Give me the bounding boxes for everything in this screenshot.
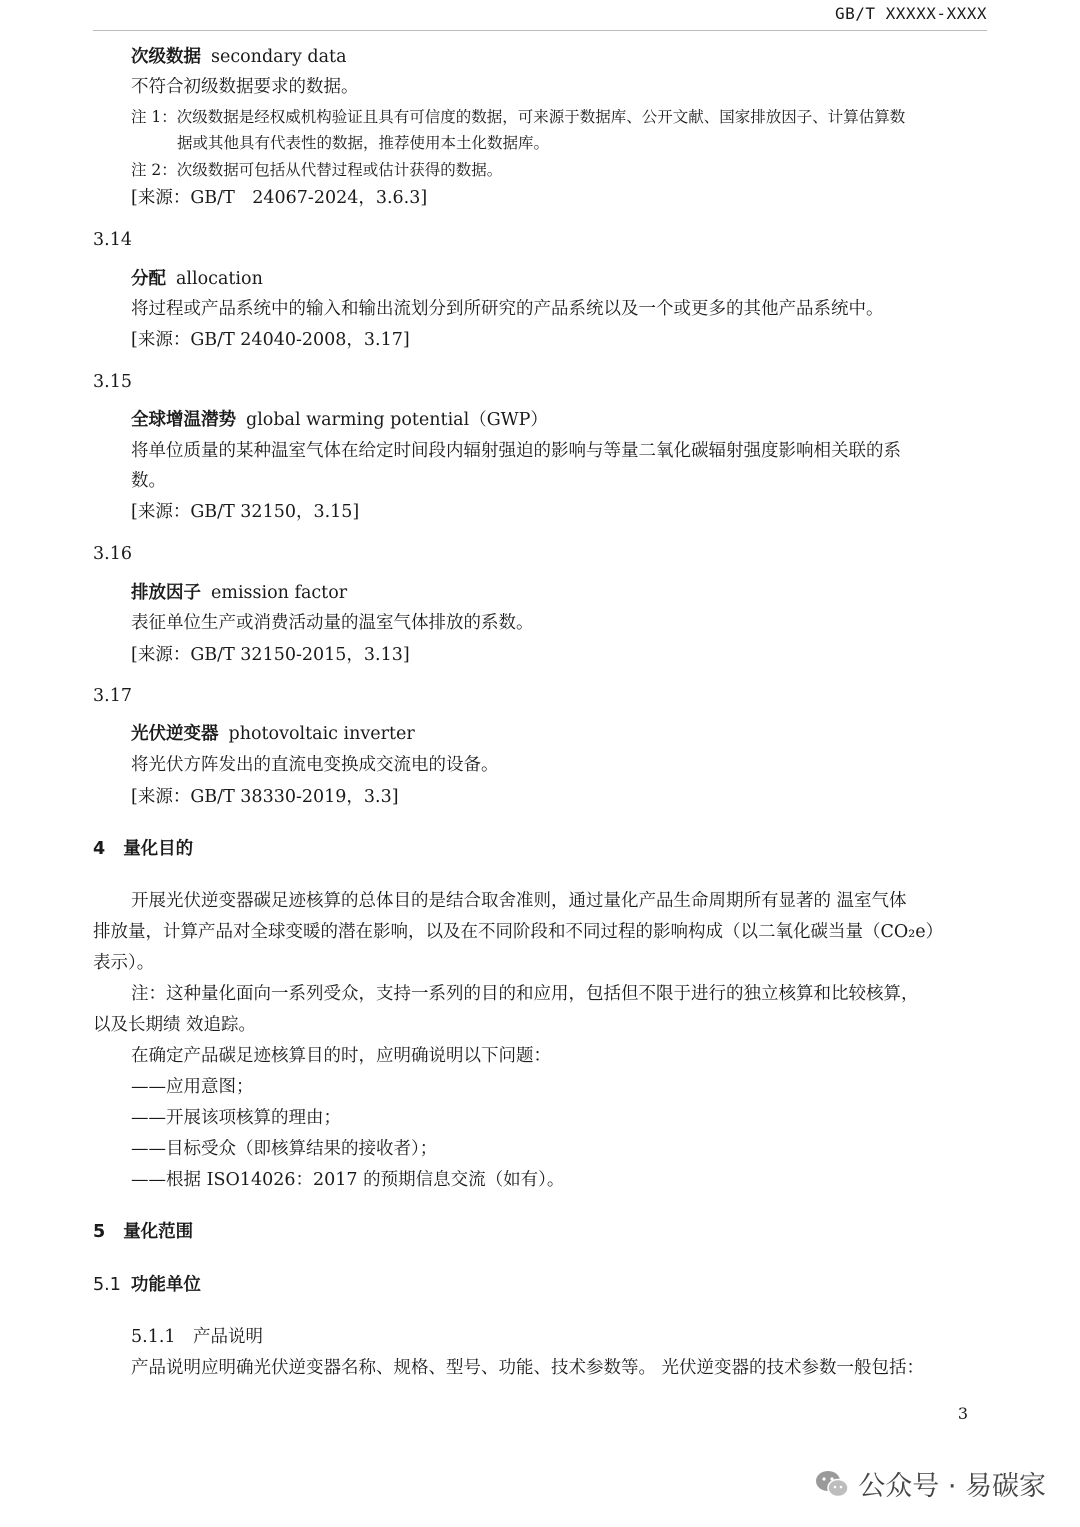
term-pv-inverter	[131, 722, 415, 746]
section-heading-4	[93, 837, 193, 861]
term-secondary-data	[131, 45, 347, 69]
subsection-title: 功能单位	[130, 1275, 201, 1295]
standard-code: GB/T XXXXX-XXXX	[835, 4, 987, 23]
term-gwp	[131, 408, 548, 432]
list-item: ——根据 ISO14026：2017 的预期信息交流（如有）。	[131, 1170, 565, 1190]
term-cn: 次级数据	[131, 47, 201, 67]
term-cn: 分配	[131, 269, 166, 289]
list-item: ——目标受众（即核算结果的接收者）；	[131, 1139, 438, 1159]
subsection-heading	[93, 1273, 201, 1297]
section-heading-5	[93, 1220, 193, 1244]
note-cont: 以及长期绩 效追踪。	[93, 1015, 257, 1035]
note-2: 注 2：次级数据可包括从代替过程或估计获得的数据。	[131, 161, 503, 179]
note: 注：这种量化面向一系列受众，支持一系列的目的和应用，包括但不限于进行的独立核算和比较核算，	[131, 984, 919, 1004]
wechat-icon	[814, 1469, 850, 1499]
paragraph: 开展光伏逆变器碳足迹核算的总体目的是结合取舍准则，通过量化产品生命周期所有显著的 温室气体	[131, 891, 907, 911]
watermark-text: 公众号 · 易碳家	[858, 1471, 1046, 1502]
page-number: 3	[957, 1404, 968, 1423]
source: [来源：GB/T 38330-2019，3.3]	[131, 787, 399, 807]
definition: 不符合初级数据要求的数据。	[131, 77, 359, 97]
watermark	[814, 1464, 1046, 1503]
term-en: global warming potential（GWP）	[246, 410, 548, 430]
paragraph-cont: 排放量，计算产品对全球变暖的潜在影响，以及在不同阶段和不同过程的影响构成（以二氧化碳当量（CO₂e）	[93, 922, 944, 942]
term-allocation	[131, 267, 263, 291]
subsection-number: 5.1	[93, 1275, 121, 1295]
term-en: photovoltaic inverter	[228, 724, 415, 744]
term-cn: 光伏逆变器	[131, 724, 219, 744]
note-1-cont: 据或其他具有代表性的数据，推荐使用本土化数据库。	[177, 134, 550, 152]
header-rule	[93, 30, 987, 31]
definition: 将单位质量的某种温室气体在给定时间段内辐射强迫的影响与等量二氧化碳辐射强度影响相关联的系	[131, 441, 901, 461]
clause-number: 3.17	[93, 686, 132, 706]
list-item: ——开展该项核算的理由；	[131, 1108, 341, 1128]
clause-number: 3.14	[93, 230, 132, 250]
section-title: 量化目的	[123, 839, 194, 859]
source: [来源：GB/T 24067-2024，3.6.3]	[131, 188, 428, 208]
paragraph-cont: 表示）。	[93, 953, 155, 973]
section-title: 量化范围	[123, 1222, 194, 1242]
note-1: 注 1：次级数据是经权威机构验证且具有可信度的数据，可来源于数据库、公开文献、国家排放因子、计算估算数	[131, 108, 906, 126]
definition-cont: 数。	[131, 471, 166, 491]
section-number: 4	[93, 839, 106, 859]
source: [来源：GB/T 24040-2008，3.17]	[131, 330, 410, 350]
term-en: emission factor	[211, 583, 348, 603]
list-item: ——应用意图；	[131, 1077, 254, 1097]
list-intro: 在确定产品碳足迹核算目的时，应明确说明以下问题：	[131, 1046, 551, 1066]
source: [来源：GB/T 32150-2015，3.13]	[131, 645, 410, 665]
clause-number: 3.16	[93, 544, 132, 564]
paragraph: 产品说明应明确光伏逆变器名称、规格、型号、功能、技术参数等。 光伏逆变器的技术参数一般包括：	[131, 1358, 925, 1378]
clause-number: 3.15	[93, 372, 132, 392]
term-en: allocation	[176, 269, 263, 289]
subsubsection-heading: 5.1.1 产品说明	[131, 1327, 264, 1347]
definition: 将过程或产品系统中的输入和输出流划分到所研究的产品系统以及一个或更多的其他产品系统中。	[131, 299, 884, 319]
term-emission-factor	[131, 581, 347, 605]
term-cn: 排放因子	[131, 583, 201, 603]
term-cn: 全球增温潜势	[131, 410, 236, 430]
term-en: secondary data	[211, 47, 347, 67]
definition: 将光伏方阵发出的直流电变换成交流电的设备。	[131, 755, 499, 775]
section-number: 5	[93, 1222, 106, 1242]
definition: 表征单位生产或消费活动量的温室气体排放的系数。	[131, 613, 534, 633]
source: [来源：GB/T 32150，3.15]	[131, 502, 360, 522]
